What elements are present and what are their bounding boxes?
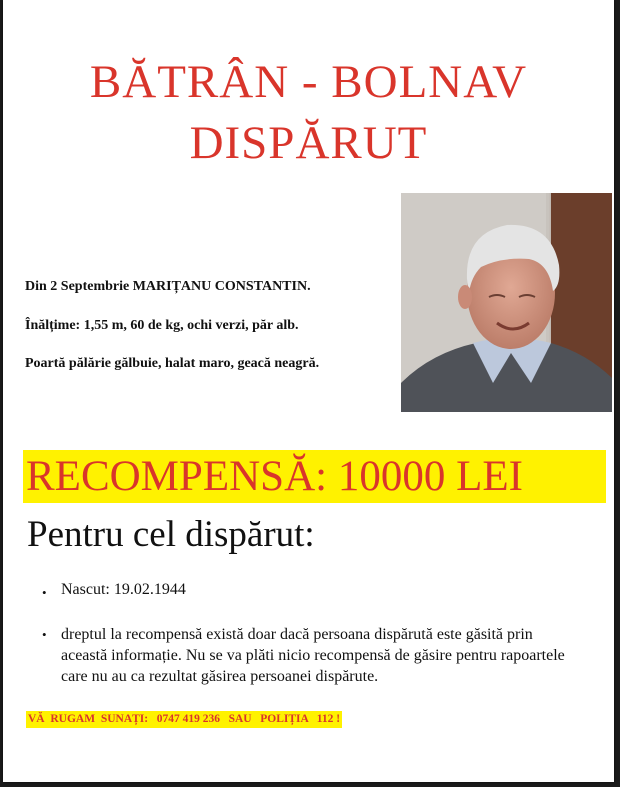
- missing-person-photo: [401, 193, 612, 412]
- section-subtitle: Pentru cel dispărut:: [27, 514, 315, 555]
- bullet-reward-terms: dreptul la recompensă există doar dacă persoana dispărută este găsită prin această informație. Nu se va plăti nicio recompensă de găsire pentru rapoartele care nu au ca rezultat găsirea persoanei dispărute.: [61, 626, 565, 685]
- call-to-action: VĂ RUGAM SUNAȚI: 0747 419 236 SAU POLIȚIA 112 !: [26, 711, 342, 728]
- info-clothing: Poartă pălărie gălbuie, halat maro, geacă neagră.: [25, 356, 320, 371]
- reward-banner: RECOMPENSĂ: 10000 LEI: [23, 450, 606, 503]
- poster-title-line-2: DISPĂRUT: [189, 117, 428, 169]
- bullet-marker: •: [42, 627, 47, 642]
- info-date-name: Din 2 Septembrie MARIȚANU CONSTANTIN.: [25, 279, 311, 294]
- bullet-birth-date: Nascut: 19.02.1944: [61, 581, 186, 598]
- poster-title-line-1: BĂTRÂN - BOLNAV: [89, 56, 528, 108]
- info-height-weight: Înălțime: 1,55 m, 60 de kg, ochi verzi, păr alb.: [25, 318, 299, 333]
- missing-person-poster: [3, 0, 614, 782]
- bullet-marker: •: [42, 585, 47, 600]
